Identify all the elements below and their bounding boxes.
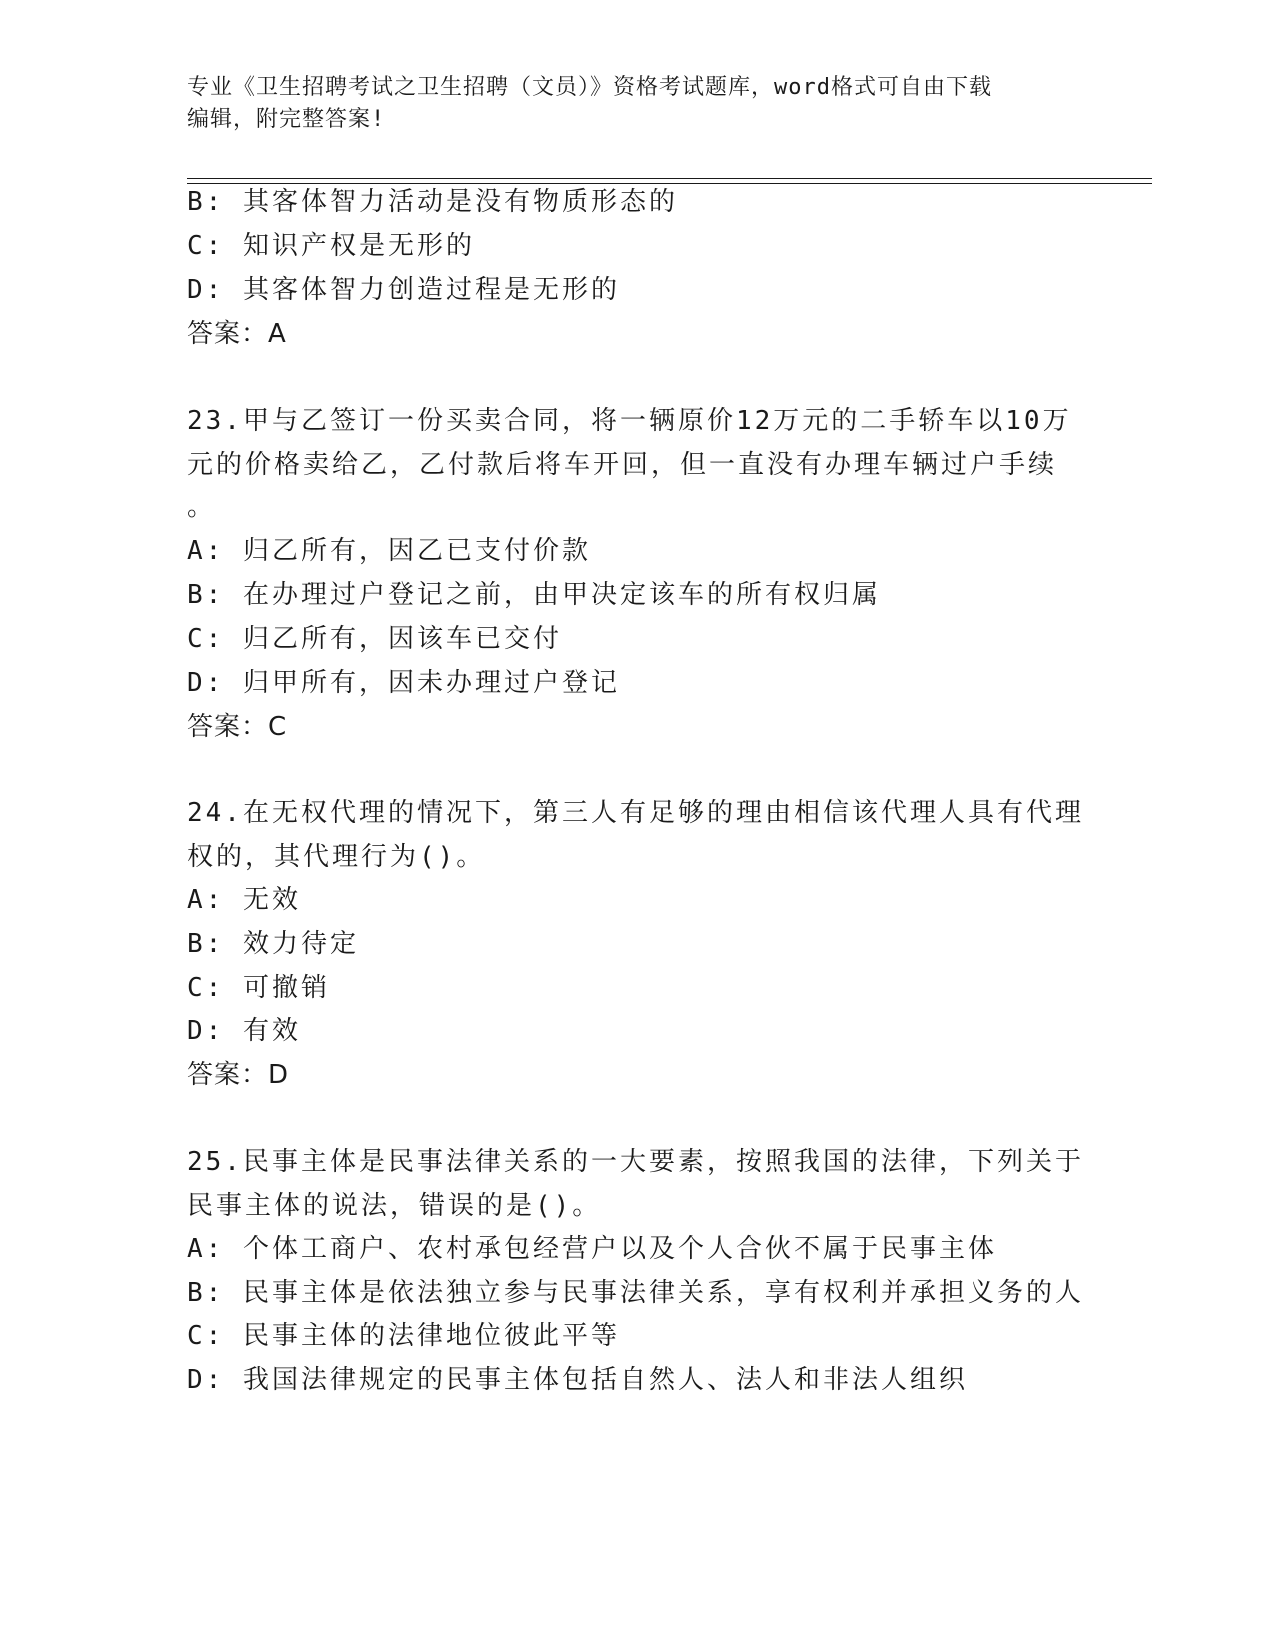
q24-answer: 答案：D	[187, 1060, 290, 1090]
q23-option-c: C: 归乙所有，因该车已交付	[187, 624, 562, 654]
q22-option-d: D: 其客体智力创造过程是无形的	[187, 275, 620, 305]
document-header	[187, 72, 1067, 136]
q24-stem-line-1: 24.在无权代理的情况下，第三人有足够的理由相信该代理人具有代理	[187, 798, 1084, 828]
header-rule-top	[187, 178, 1152, 179]
q25-option-c: C: 民事主体的法律地位彼此平等	[187, 1321, 620, 1351]
q23-option-b: B: 在办理过户登记之前，由甲决定该车的所有权归属	[187, 580, 881, 610]
q23-stem-line-3: 。	[187, 492, 217, 522]
header-line-1: 专业《卫生招聘考试之卫生招聘（文员）》资格考试题库，word格式可自由下载	[187, 75, 992, 100]
q25-stem-line-1: 25.民事主体是民事法律关系的一大要素，按照我国的法律，下列关于	[187, 1147, 1084, 1177]
q25-option-b: B: 民事主体是依法独立参与民事法律关系，享有权利并承担义务的人	[187, 1278, 1084, 1308]
q25-option-a: A: 个体工商户、农村承包经营户以及个人合伙不属于民事主体	[187, 1234, 997, 1264]
q24-option-b: B: 效力待定	[187, 929, 359, 959]
q24-option-d: D: 有效	[187, 1016, 301, 1046]
q23-stem-line-2: 元的价格卖给乙，乙付款后将车开回，但一直没有办理车辆过户手续	[187, 450, 1058, 480]
header-rule-bottom	[187, 183, 1152, 184]
q23-option-a: A: 归乙所有，因乙已支付价款	[187, 536, 591, 566]
q23-stem-line-1: 23.甲与乙签订一份买卖合同，将一辆原价12万元的二手轿车以10万	[187, 406, 1072, 436]
q25-option-d: D: 我国法律规定的民事主体包括自然人、法人和非法人组织	[187, 1365, 968, 1395]
q22-answer: 答案：A	[187, 319, 287, 349]
q23-answer: 答案：C	[187, 712, 288, 742]
q22-option-b: B: 其客体智力活动是没有物质形态的	[187, 187, 678, 217]
q24-option-a: A: 无效	[187, 885, 301, 915]
header-line-2: 编辑，附完整答案!	[187, 107, 386, 132]
q22-option-c: C: 知识产权是无形的	[187, 231, 475, 261]
q24-option-c: C: 可撤销	[187, 973, 330, 1003]
q24-stem-line-2: 权的，其代理行为()。	[187, 842, 486, 872]
q25-stem-line-2: 民事主体的说法，错误的是()。	[187, 1191, 602, 1221]
q23-option-d: D: 归甲所有，因未办理过户登记	[187, 668, 620, 698]
